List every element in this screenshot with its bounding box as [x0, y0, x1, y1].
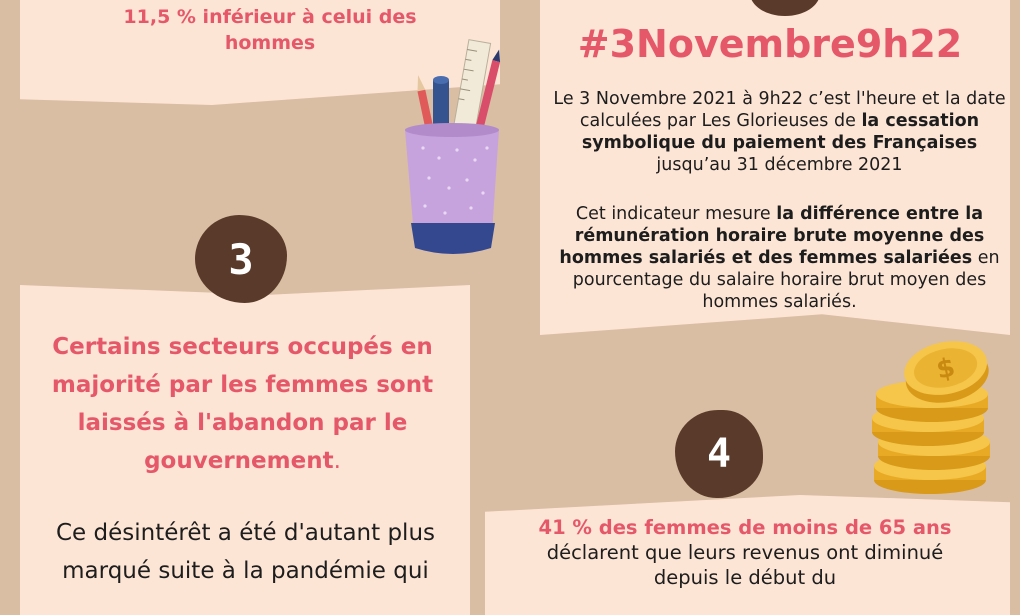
svg-text:$: $ — [933, 352, 958, 386]
coin-stack-icon — [868, 340, 998, 500]
badge-3 — [195, 215, 287, 303]
p1-text-b: jusqu’au 31 décembre 2021 — [656, 155, 903, 175]
sectors-body: Ce désintérêt a été d'autant plus marqué suite à la pandémie qui — [55, 520, 436, 584]
badge-4-number: 4 — [706, 431, 732, 477]
hashtag-paragraph-2 — [552, 203, 1007, 313]
sectors-heading-text: Certains secteurs occupés en majorité par les femmes sont laissés à l'abandon par le gouvernement — [51, 334, 434, 474]
badge-4 — [675, 410, 763, 498]
hashtag-paragraph-1 — [552, 88, 1007, 176]
p2-text-b: en pourcentage du salaire horaire brut moyen des hommes salariés. — [572, 248, 1000, 312]
p2-text-a: Cet indicateur mesure — [575, 204, 777, 224]
hashtag-title: #3Novembre9h22 — [577, 22, 963, 66]
sectors-heading — [40, 328, 445, 480]
income-highlight: 41 % des femmes de moins de 65 ans — [538, 516, 952, 539]
stat-1-line1: 11,5 % inférieur à celui des — [123, 6, 417, 28]
p1-text-a: Le 3 Novembre 2021 à 9h22 c’est l'heure et la date calculées par Les Glorieuses de — [553, 89, 1006, 131]
income-text — [525, 515, 965, 590]
p2-text-bold: la différence entre la rémunération horaire brute moyenne des hommes salariés et des femmes salariées — [559, 204, 985, 268]
badge-3-number: 3 — [228, 234, 254, 284]
stat-1-line2: hommes — [224, 32, 316, 54]
sectors-heading-end: . — [333, 448, 341, 474]
income-rest: déclarent que leurs revenus ont diminué depuis le début du — [546, 541, 944, 589]
p1-text-bold: la cessation symbolique du paiement des Françaises — [581, 111, 980, 153]
pencil-cup-icon — [395, 38, 510, 263]
